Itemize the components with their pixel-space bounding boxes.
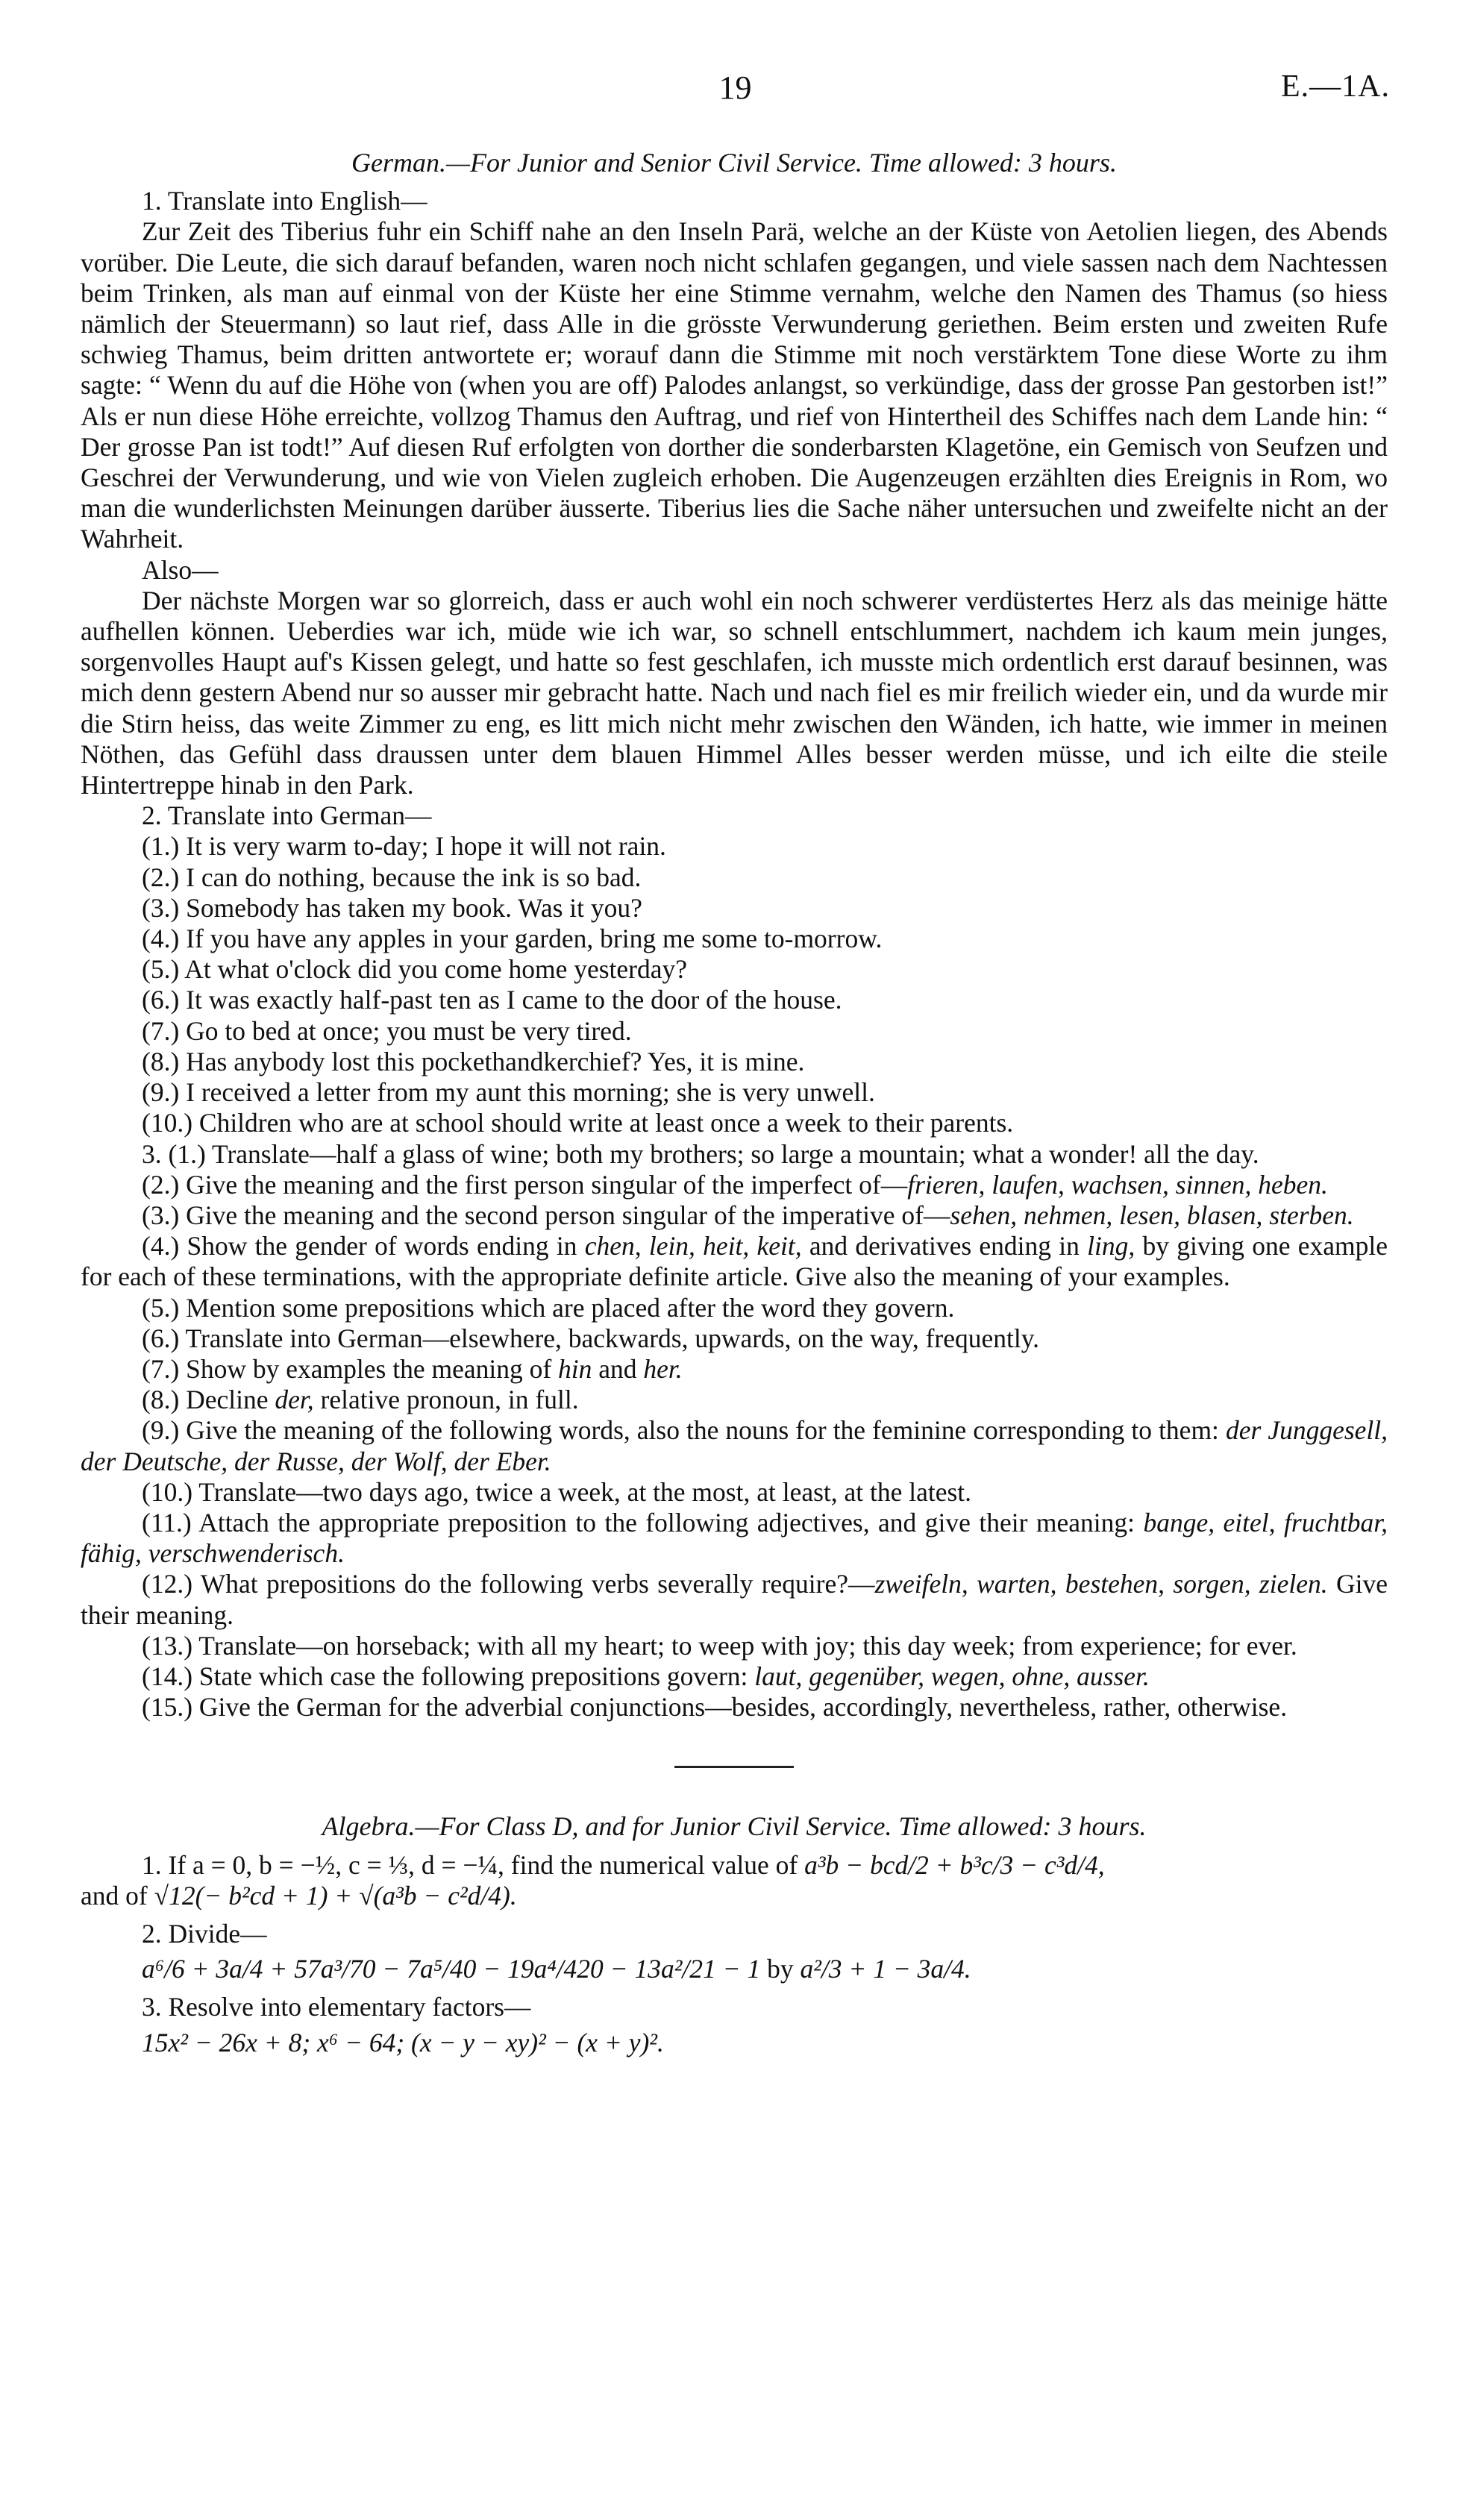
german-q3-item-2 [81, 1170, 1388, 1200]
german-q3-item-6: (6.) Translate into German—elsewhere, backwards, upwards, on the way, frequently. [142, 1323, 1040, 1353]
q3-item-2-text: (2.) Give the meaning and the first person singular of the imperfect of— [142, 1169, 908, 1200]
algebra-q3-label: 3. Resolve into elementary factors— [142, 1992, 531, 2022]
algebra-q1-expression: a³b − bcd/2 + b³c/3 − c³d/4, [804, 1849, 1105, 1880]
list-item: (10.) Children who are at school should write at least once a week to their parents. [142, 1108, 1014, 1138]
list-item: (1.) It is very warm to-day; I hope it will not rain. [142, 831, 666, 862]
q3-item-12-tail: Give their meaning. [81, 1569, 1388, 1630]
q3-item-8-der: der, [275, 1385, 314, 1415]
q3-item-3-text: (3.) Give the meaning and the second person singular of the imperative of— [142, 1200, 950, 1230]
section-divider [674, 1766, 794, 1768]
list-item: (3.) Somebody has taken my book. Was it you? [142, 892, 642, 923]
german-q3-item-4 [81, 1231, 1388, 1292]
page-number: 19 [718, 69, 752, 106]
german-passage-1: Zur Zeit des Tiberius fuhr ein Schiff nahe an den Inseln Parä, welche an der Küste von Aetolien liegen, des Abends vorüber. Die Leute, die sich darauf befanden, waren noch nicht schlafen gegangen, und viele sassen nach dem Nachtessen beim Trinken, als man auf einmal von der Küste her eine Stimme vernahm, welche den Namen des Thamus (so hiess nämlich der Steuermann) so laut rief, dass Alle in die grösste Verwunderung geriethen. Beim ersten und zweiten Rufe schwieg Thamus, beim dritten antwortete er; worauf dann die Stimme mit noch verstärktem Tone diese Worte zu ihm sagte: “ Wenn du auf die Höhe von (when you are off) Palodes anlangst, so verkündige, dass der grosse Pan gestorben ist!” Als er nun diese Höhe erreichte, vollzog Thamus den Auftrag, und rief von Hintertheil des Schiffes nach dem Lande hin: “ Der grosse Pan ist todt!” Auf diesen Ruf erfolgten von dorther die sonderbarsten Klagetöne, ein Gemisch von Seufzen und Geschrei der Verwunderung, und wie von Vielen zugleich erhoben. Die Augenzeugen erzählten dies Ereignis in Rom, wo man die wunderlichsten Meinungen darüber äusserte. Tiberius lies die Sache näher untersuchen und zweifelte nicht an der Wahrheit. [81, 216, 1388, 554]
german-q3-item-3 [81, 1200, 1388, 1231]
german-also-label: Also— [142, 554, 219, 585]
algebra-section-title: Algebra.—For Class D, and for Junior Civil Service. Time allowed: 3 hours. [322, 1811, 1147, 1842]
algebra-q1-text: 1. If a = 0, b = −½, c = ⅓, d = −¼, find the numerical value of [142, 1849, 798, 1880]
german-q2-label: 2. Translate into German— [142, 800, 432, 831]
q3-item-9-words: der Junggesell, der Deutsche, der Russe, der Wolf, der Eber. [81, 1415, 1388, 1476]
q3-item-4-text-c: by giving one example for each of these terminations, with the appropriate definite article. Give also the meaning of your examples. [81, 1231, 1388, 1292]
q3-item-4-text-b: and derivatives ending in [809, 1231, 1080, 1261]
q3-item-14-words: laut, gegenüber, wegen, ohne, ausser. [754, 1661, 1150, 1691]
algebra-q2-label: 2. Divide— [142, 1918, 267, 1949]
german-q3-item-15: (15.) Give the German for the adverbial conjunctions—besides, accordingly, nevertheless, rather, otherwise. [142, 1692, 1288, 1723]
algebra-q2-dividend: a⁶/6 + 3a/4 + 57a³/70 − 7a⁵/40 − 19a⁴/420 − 13a²/21 − 1 [142, 1954, 761, 1984]
german-q3-item-14 [81, 1661, 1388, 1692]
list-item: (6.) It was exactly half-past ten as I came to the door of the house. [142, 985, 842, 1015]
algebra-q1-and: and of [81, 1880, 148, 1911]
q3-item-12-words: zweifeln, warten, bestehen, sorgen, zielen. [874, 1569, 1328, 1599]
german-q1-label: 1. Translate into English— [142, 186, 427, 216]
algebra-q2-by: by [767, 1954, 794, 1984]
q3-item-4-ling: ling, [1087, 1231, 1135, 1261]
list-item: (7.) Go to bed at once; you must be very tired. [142, 1015, 632, 1046]
german-q3-item-10: (10.) Translate—two days ago, twice a week, at the most, at least, at the latest. [142, 1476, 972, 1507]
german-q3-item-13: (13.) Translate—on horseback; with all my heart; to weep with joy; this day week; from experience; for ever. [142, 1630, 1297, 1661]
q3-item-9-text: (9.) Give the meaning of the following words, also the nouns for the feminine corresponding to them: [142, 1415, 1219, 1446]
german-q3-item-8 [81, 1385, 1388, 1415]
list-item: (2.) I can do nothing, because the ink is so bad. [142, 862, 642, 892]
german-q3-item-7 [81, 1354, 1388, 1385]
q3-item-12-text: (12.) What prepositions do the following verbs severally require?— [142, 1569, 875, 1599]
german-q3-item-9 [81, 1415, 1388, 1476]
algebra-q1-second [81, 1881, 1388, 1911]
q3-item-2-words: frieren, laufen, wachsen, sinnen, heben. [907, 1169, 1328, 1200]
list-item: (9.) I received a letter from my aunt this morning; she is very unwell. [142, 1077, 875, 1108]
q3-item-8-text-a: (8.) Decline [142, 1385, 269, 1415]
q3-item-7-and: and [598, 1353, 637, 1384]
list-item: (8.) Has anybody lost this pockethandkerchief? Yes, it is mine. [142, 1046, 805, 1076]
german-q3-item-1: 3. (1.) Translate—half a glass of wine; both my brothers; so large a mountain; what a wonder! all the day. [142, 1138, 1259, 1169]
q3-item-4-text-a: (4.) Show the gender of words ending in [142, 1231, 577, 1261]
q3-item-7-her: her. [643, 1353, 683, 1384]
q3-item-7-text: (7.) Show by examples the meaning of [142, 1353, 552, 1384]
list-item: (5.) At what o'clock did you come home yesterday? [142, 954, 687, 985]
q3-item-4-endings: chen, lein, heit, keit, [584, 1231, 802, 1261]
q3-item-8-text-b: relative pronoun, in full. [320, 1385, 579, 1415]
german-section-title: German.—For Junior and Senior Civil Service. Time allowed: 3 hours. [351, 148, 1117, 178]
q3-item-11-words: bange, eitel, fruchtbar, fähig, verschwenderisch. [81, 1507, 1388, 1569]
q3-item-14-text: (14.) State which case the following prepositions govern: [142, 1661, 748, 1691]
q3-item-3-words: sehen, nehmen, lesen, blasen, sterben. [950, 1200, 1354, 1230]
q3-item-11-text: (11.) Attach the appropriate preposition to the following adjectives, and give their meaning: [142, 1507, 1135, 1538]
algebra-q3-expression: 15x² − 26x + 8; x⁶ − 64; (x − y − xy)² − (x + y)². [142, 2027, 664, 2057]
german-q3-item-5: (5.) Mention some prepositions which are placed after the word they govern. [142, 1292, 955, 1323]
german-q3-item-11 [81, 1508, 1388, 1569]
algebra-q2-expression-line [81, 1954, 1388, 1984]
german-q3-item-12 [81, 1569, 1388, 1630]
algebra-q1-expression-2: √12(− b²cd + 1) + √(a³b − c²d/4). [154, 1880, 517, 1911]
q3-item-7-hin: hin [558, 1353, 592, 1384]
algebra-q1 [81, 1850, 1388, 1881]
list-item: (4.) If you have any apples in your garden, bring me some to-morrow. [142, 924, 883, 954]
document-body [81, 142, 1388, 2058]
algebra-q2-divisor: a²/3 + 1 − 3a/4. [800, 1954, 971, 1984]
german-passage-2: Der nächste Morgen war so glorreich, dass er auch wohl ein noch schwerer verdüstertes Herz als das meinige hätte aufhellen können. Ueberdies war ich, müde wie ich war, so schnell entschlummert, nachdem ich kaum mein junges, sorgenvolles Haupt auf's Kissen gelegt, und hatte so fest geschlafen, ich musste mich ordentlich erst darauf besinnen, was mich denn gestern Abend nur so ausser mir gebracht hatte. Nach und nach fiel es mir freilich wieder ein, und da wurde mir die Stirn heiss, das weite Zimmer zu eng, es litt mich nicht mehr zwischen den Wänden, ich hatte, wie immer in meinen Nöthen, das Gefühl dass draussen unter dem blauen Himmel Alles besser werden müsse, und ich eilte die steile Hintertreppe hinab in den Park. [81, 585, 1388, 800]
page-header [81, 69, 1390, 113]
document-reference: E.—1A. [1281, 69, 1390, 104]
